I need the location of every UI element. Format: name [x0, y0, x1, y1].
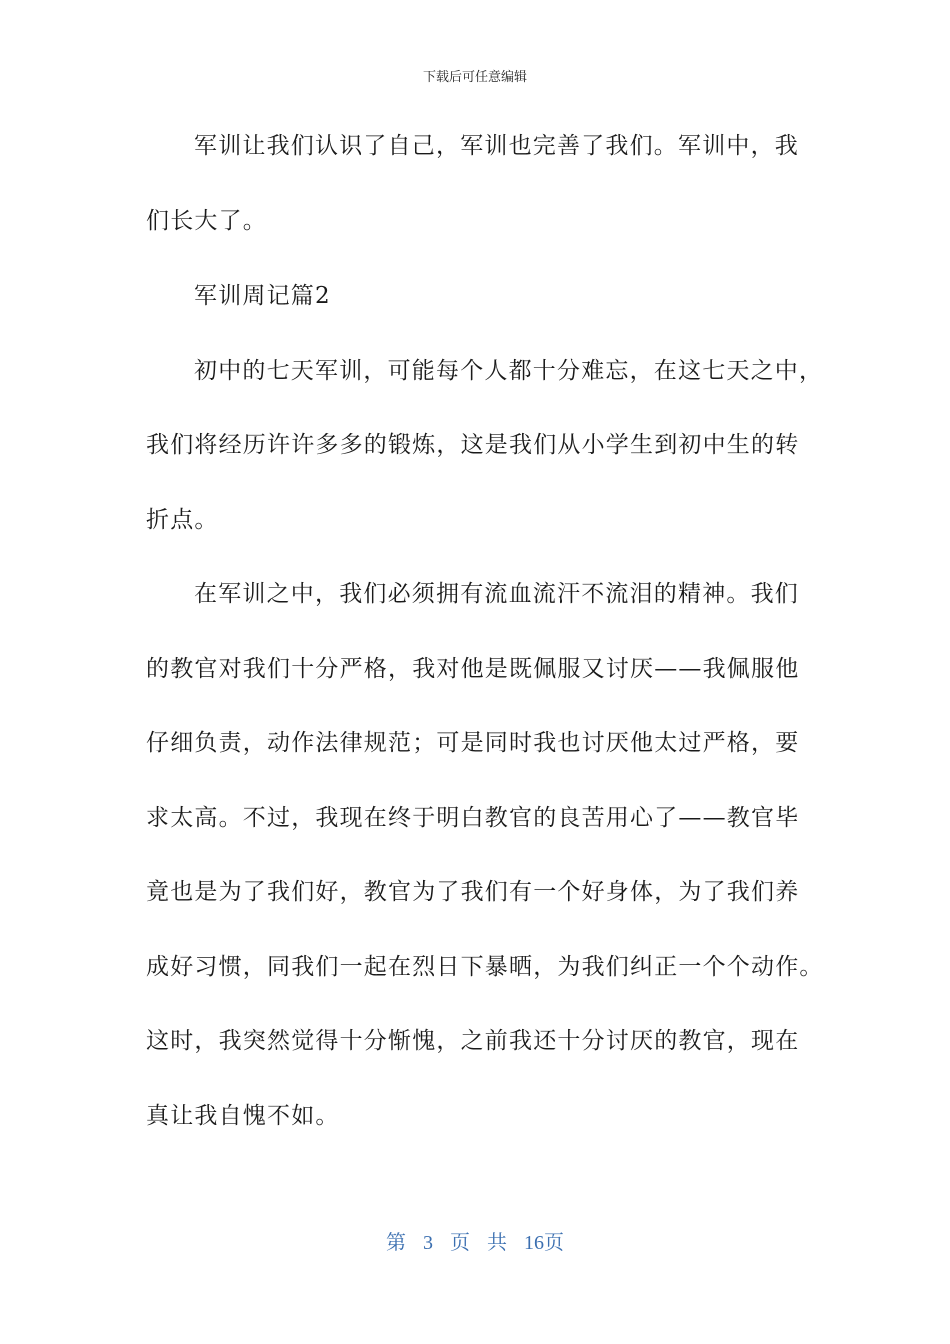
- body-line: 折点。: [146, 507, 219, 533]
- body-line: 仔细负责，动作法律规范；可是同时我也讨厌他太过严格，要: [146, 730, 800, 756]
- footer-current-page: 3: [423, 1232, 433, 1254]
- body-line: 我们将经历许许多多的锻炼，这是我们从小学生到初中生的转: [146, 432, 800, 458]
- body-line: 真让我自愧不如。: [146, 1103, 340, 1129]
- footer-total-pages: 16页: [524, 1232, 564, 1254]
- section-heading: 军训周记篇2: [194, 283, 331, 309]
- body-line: 这时，我突然觉得十分惭愧，之前我还十分讨厌的教官，现在: [146, 1028, 800, 1054]
- body-line: 的教官对我们十分严格，我对他是既佩服又讨厌——我佩服他: [146, 656, 800, 682]
- page-header: 下载后可任意编辑: [422, 70, 527, 85]
- body-line: 在军训之中，我们必须拥有流血流汗不流泪的精神。我们: [194, 581, 799, 607]
- footer-unit-label: 页: [450, 1232, 470, 1254]
- footer-total-label: 共: [487, 1232, 507, 1254]
- body-line: 们长大了。: [146, 208, 267, 234]
- page-footer: [0, 1226, 950, 1255]
- footer-page-label: 第: [386, 1232, 406, 1254]
- body-line: 初中的七天军训，可能每个人都十分难忘，在这七天之中，: [194, 358, 824, 384]
- body-line: 成好习惯，同我们一起在烈日下暴晒，为我们纠正一个个动作。: [146, 954, 824, 980]
- body-line: 军训让我们认识了自己，军训也完善了我们。军训中，我: [194, 133, 799, 159]
- body-line: 求太高。不过，我现在终于明白教官的良苦用心了——教官毕: [146, 805, 800, 831]
- body-line: 竟也是为了我们好，教官为了我们有一个好身体，为了我们养: [146, 879, 800, 905]
